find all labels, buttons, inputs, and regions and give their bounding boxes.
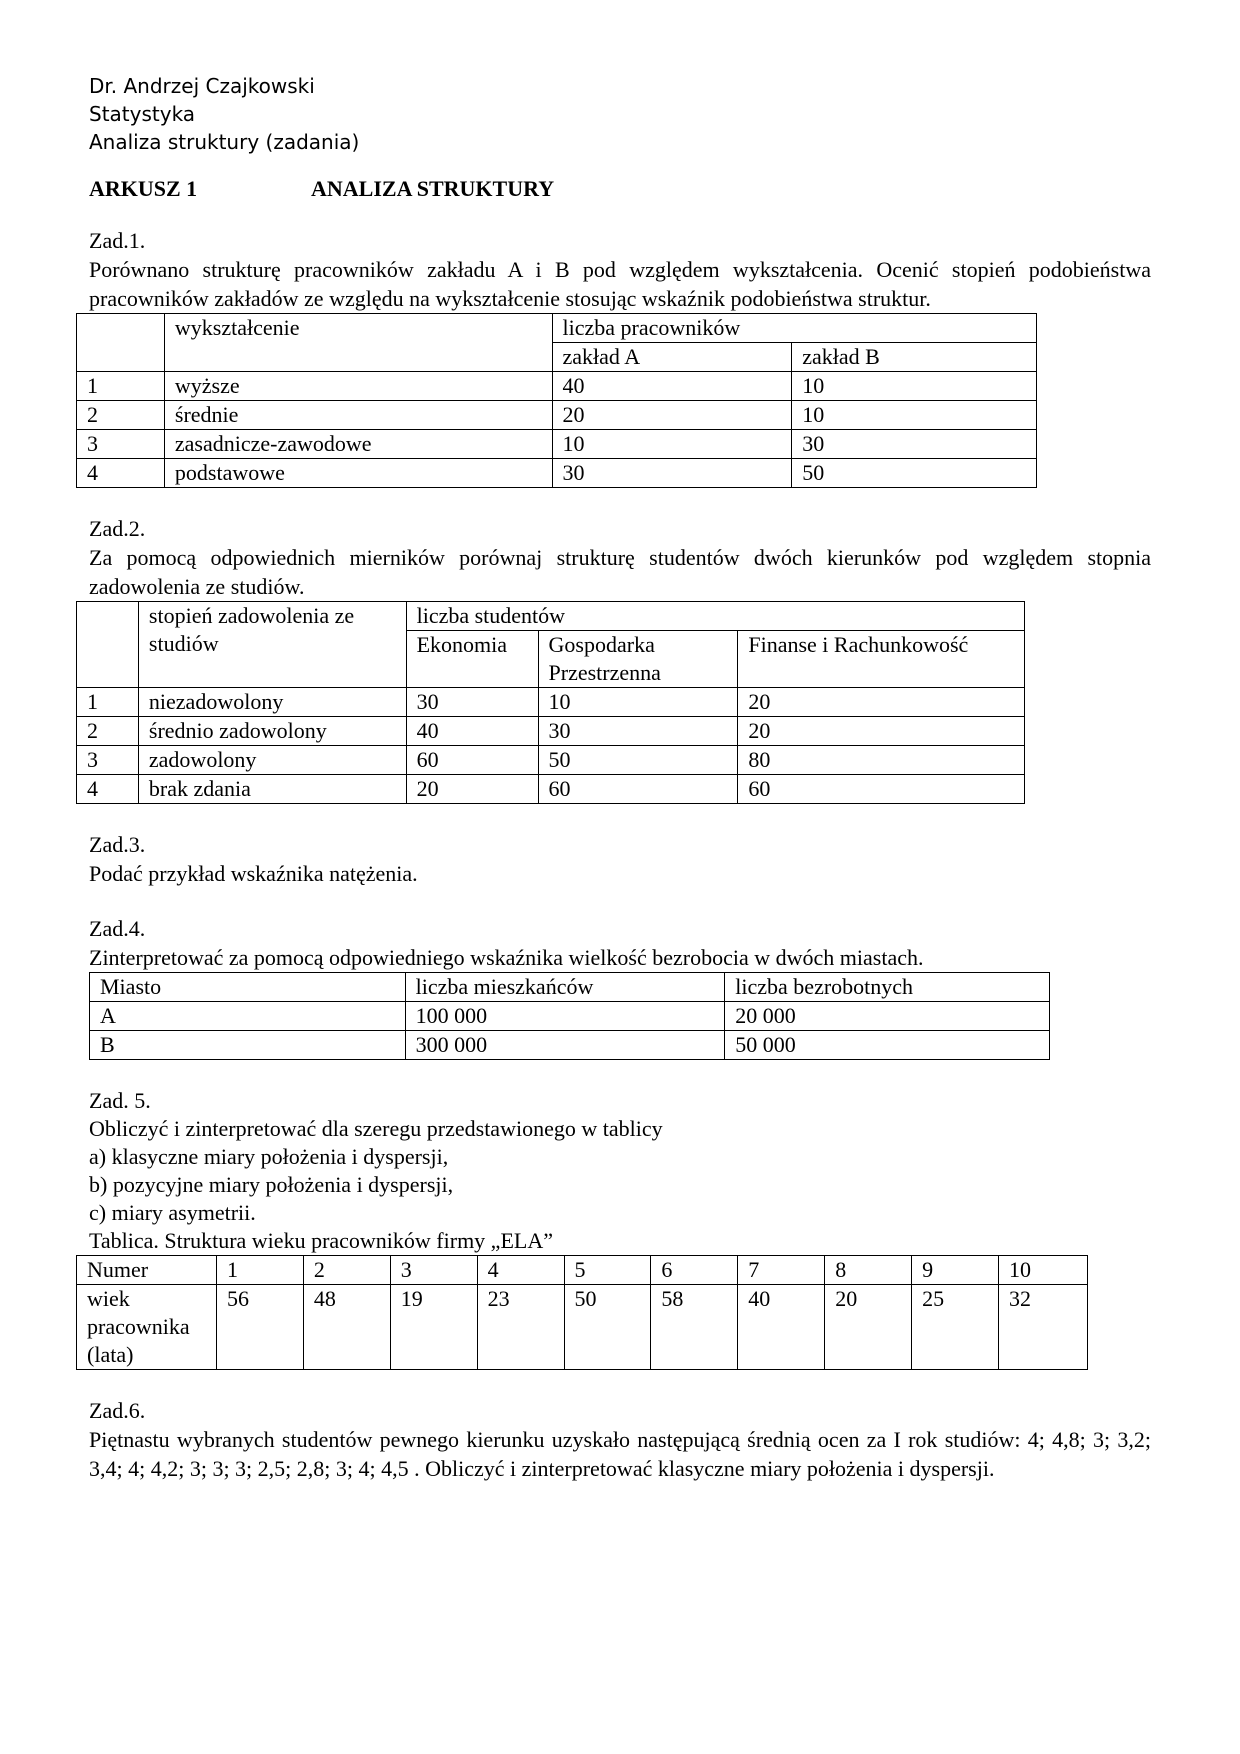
table-cell: 25: [912, 1285, 999, 1370]
task-4-table: [89, 972, 1050, 1060]
table-row: [77, 1285, 1088, 1370]
table-cell: 20: [406, 775, 538, 804]
table-cell: 1: [77, 688, 139, 717]
table-cell: 4: [77, 775, 139, 804]
table-cell: 10: [538, 688, 738, 717]
table-header-cell: liczba pracowników: [552, 314, 1036, 343]
task-5-table: [76, 1255, 1088, 1370]
table-cell: 23: [477, 1285, 564, 1370]
table-row: [77, 717, 1025, 746]
table-cell: zasadnicze-zawodowe: [164, 430, 552, 459]
table-cell: [77, 602, 139, 688]
table-header-cell: Numer: [77, 1256, 217, 1285]
task-3-heading: Zad.3.: [89, 832, 146, 857]
task-2-heading: Zad.2.: [89, 516, 146, 541]
table-cell: 3: [390, 1256, 477, 1285]
table-cell: 1: [216, 1256, 303, 1285]
table-row: [77, 401, 1037, 430]
sheet-label: ARKUSZ 1: [89, 176, 198, 201]
table-cell: 1: [77, 372, 165, 401]
list-item: a) klasyczne miary położenia i dyspersji,: [89, 1144, 449, 1169]
table-cell: 30: [406, 688, 538, 717]
table-header-cell: liczba bezrobotnych: [725, 973, 1050, 1002]
course-name: Statystyka: [89, 102, 196, 126]
table-cell: 30: [552, 459, 792, 488]
table-cell: 2: [77, 717, 139, 746]
table-cell: 30: [792, 430, 1037, 459]
table-cell: 32: [998, 1285, 1087, 1370]
table-cell: 20: [552, 401, 792, 430]
table-row: [77, 314, 1037, 343]
table-row: [77, 688, 1025, 717]
table-cell: 3: [77, 430, 165, 459]
table-caption: Tablica. Struktura wieku pracowników firmy „ELA”: [89, 1228, 553, 1253]
table-cell: 10: [792, 372, 1037, 401]
task-5-heading: Zad. 5.: [89, 1088, 151, 1113]
table-row: [77, 602, 1025, 631]
table-cell: 2: [303, 1256, 390, 1285]
table-cell: 20: [738, 717, 1025, 746]
table-cell: 56: [216, 1285, 303, 1370]
task-6-text: Piętnastu wybranych studentów pewnego kierunku uzyskało następującą średnią ocen za I rok studiów: 4; 4,8; 3; 3,2; 3,4; 4; 4,2; 3; 3; 3; 2,5; 2,8; 3; 4; 4,5 . Obliczyć i zinterpretować klasyczne miary położenia i dyspersji.: [89, 1427, 1151, 1481]
table-cell: 10: [792, 401, 1037, 430]
table-row: [77, 372, 1037, 401]
table-cell: 60: [538, 775, 738, 804]
table-cell: 40: [738, 1285, 825, 1370]
table-cell: 4: [477, 1256, 564, 1285]
table-cell: 48: [303, 1285, 390, 1370]
table-row: [77, 746, 1025, 775]
table-cell: 60: [406, 746, 538, 775]
table-cell: zadowolony: [138, 746, 406, 775]
table-cell: 3: [77, 746, 139, 775]
table-header-cell: Miasto: [90, 973, 406, 1002]
table-cell: 20 000: [725, 1002, 1050, 1031]
task-1-text: Porównano strukturę pracowników zakładu A i B pod względem wykształcenia. Ocenić stopień podobieństwa pracowników zakładów ze względu na wykształcenie stosując wskaźnik podobieństwa struktur.: [89, 257, 1151, 311]
task-3: [89, 830, 1151, 888]
table-cell: 80: [738, 746, 1025, 775]
task-1: [89, 226, 1151, 488]
table-cell: 40: [552, 372, 792, 401]
table-cell: wyższe: [164, 372, 552, 401]
table-cell: 4: [77, 459, 165, 488]
table-row: [77, 1256, 1088, 1285]
table-cell: 19: [390, 1285, 477, 1370]
task-4: [89, 914, 1151, 1060]
document-header: [89, 72, 1151, 156]
table-row: [77, 430, 1037, 459]
table-cell: 58: [651, 1285, 738, 1370]
table-cell: brak zdania: [138, 775, 406, 804]
task-6-heading: Zad.6.: [89, 1398, 146, 1423]
author-name: Dr. Andrzej Czajkowski: [89, 74, 315, 98]
list-item: c) miary asymetrii.: [89, 1200, 256, 1225]
table-row: [90, 973, 1050, 1002]
table-cell: 30: [538, 717, 738, 746]
table-cell: niezadowolony: [138, 688, 406, 717]
table-cell: 8: [825, 1256, 912, 1285]
table-cell: 50: [792, 459, 1037, 488]
table-cell: 40: [406, 717, 538, 746]
table-header-cell: liczba mieszkańców: [405, 973, 725, 1002]
task-2: [89, 514, 1151, 804]
table-cell: 7: [738, 1256, 825, 1285]
table-row: [90, 1002, 1050, 1031]
sheet-heading: ANALIZA STRUKTURY: [311, 176, 555, 201]
task-1-heading: Zad.1.: [89, 228, 146, 253]
table-cell: 9: [912, 1256, 999, 1285]
sheet-title: [89, 176, 1151, 208]
table-cell: 100 000: [405, 1002, 725, 1031]
task-3-text: Podać przykład wskaźnika natężenia.: [89, 861, 418, 886]
table-row: [90, 1031, 1050, 1060]
table-row: [77, 775, 1025, 804]
task-2-table: [76, 601, 1025, 804]
task-6: [89, 1396, 1151, 1483]
table-cell: średnio zadowolony: [138, 717, 406, 746]
table-cell: 5: [564, 1256, 651, 1285]
table-header-cell: zakład A: [552, 343, 792, 372]
table-cell: 2: [77, 401, 165, 430]
table-cell: 10: [552, 430, 792, 459]
table-header-cell: Ekonomia: [406, 631, 538, 688]
table-cell: 50 000: [725, 1031, 1050, 1060]
table-cell: średnie: [164, 401, 552, 430]
table-header-cell: Finanse i Rachunkowość: [738, 631, 1025, 688]
table-cell: 300 000: [405, 1031, 725, 1060]
task-2-text: Za pomocą odpowiednich mierników porównaj strukturę studentów dwóch kierunków pod względem stopnia zadowolenia ze studiów.: [89, 545, 1151, 599]
task-1-table: [76, 313, 1037, 488]
table-header-cell: Gospodarka Przestrzenna: [538, 631, 738, 688]
document-page: [89, 72, 1151, 1483]
table-cell: A: [90, 1002, 406, 1031]
table-row: [77, 459, 1037, 488]
table-header-cell: liczba studentów: [406, 602, 1024, 631]
list-item: b) pozycyjne miary położenia i dyspersji,: [89, 1172, 454, 1197]
table-cell: 20: [825, 1285, 912, 1370]
task-5-text: Obliczyć i zinterpretować dla szeregu przedstawionego w tablicy: [89, 1116, 663, 1141]
table-cell: 10: [998, 1256, 1087, 1285]
table-cell: 50: [564, 1285, 651, 1370]
task-4-heading: Zad.4.: [89, 916, 146, 941]
table-header-cell: wykształcenie: [164, 314, 552, 372]
table-cell: 20: [738, 688, 1025, 717]
task-5: [89, 1086, 1151, 1370]
table-header-cell: stopień zadowolenia ze studiów: [138, 602, 406, 688]
table-cell: 60: [738, 775, 1025, 804]
table-header-cell: wiek pracownika (lata): [77, 1285, 217, 1370]
table-cell: 6: [651, 1256, 738, 1285]
task-4-text: Zinterpretować za pomocą odpowiedniego wskaźnika wielkość bezrobocia w dwóch miastach.: [89, 945, 924, 970]
document-subtitle: Analiza struktury (zadania): [89, 130, 360, 154]
table-cell: podstawowe: [164, 459, 552, 488]
table-cell: [77, 314, 165, 372]
table-header-cell: zakład B: [792, 343, 1037, 372]
table-cell: 50: [538, 746, 738, 775]
table-cell: B: [90, 1031, 406, 1060]
